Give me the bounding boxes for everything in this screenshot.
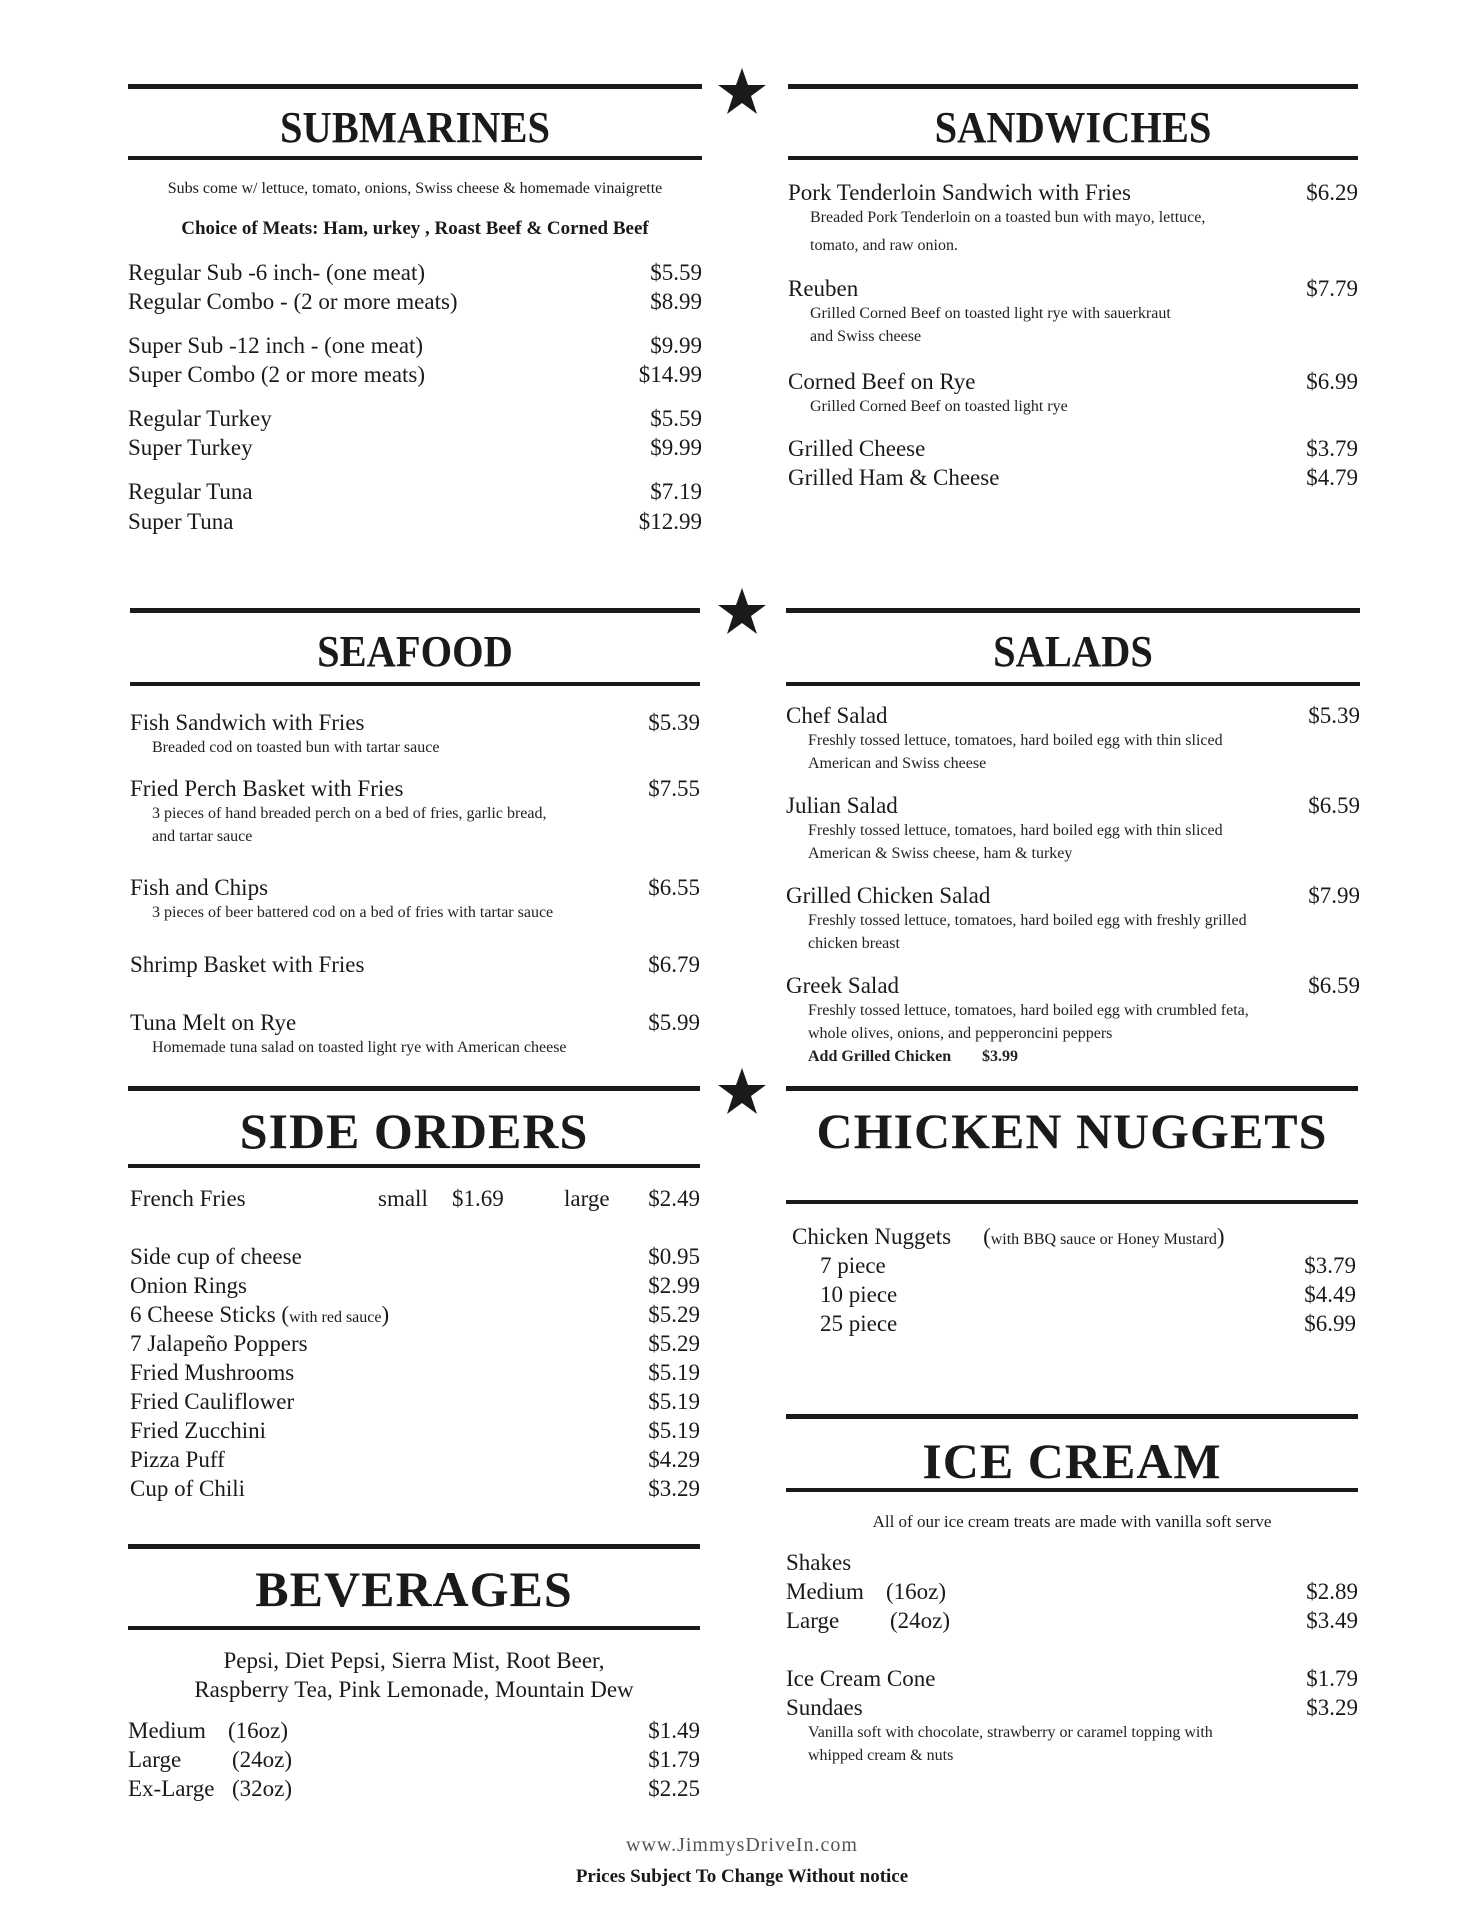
item-name-close: ) [381,1302,390,1327]
item-name: Ice Cream Cone [786,1666,936,1691]
item-note: with red sauce [289,1309,382,1326]
side-orders-section [128,1086,700,1516]
menu-item [786,703,1360,729]
item-name: Super Combo (2 or more meats) [128,362,426,387]
sauce-close: ) [1216,1224,1225,1249]
menu-item [128,333,702,359]
item-price: $2.99 [648,1273,700,1298]
item-price: $4.29 [648,1447,700,1472]
menu-item [130,952,700,978]
item-price: $3.29 [1306,1695,1358,1720]
item-name: Tuna Melt on Rye [130,1010,297,1035]
item-name: Grilled Cheese [788,436,926,461]
item-price: $6.59 [1308,973,1360,998]
item-price: $7.19 [650,479,702,504]
item-name-text: 6 Cheese Sticks ( [130,1302,290,1327]
item-name: Pizza Puff [130,1447,225,1472]
item-name: Fish Sandwich with Fries [130,710,365,735]
sauce-open: ( [983,1224,991,1249]
submarines-heading: SUBMARINES [280,103,550,152]
sandwiches-heading: SANDWICHES [934,103,1212,152]
menu-item [130,776,700,802]
sauce-note: with BBQ sauce or Honey Mustard [990,1231,1217,1248]
menu-item [788,369,1358,395]
menu-item [786,1608,1358,1638]
item-price: $6.99 [1306,369,1358,394]
star-icon [716,586,768,636]
item-price: $4.79 [1306,465,1358,490]
menu-item [786,883,1360,909]
item-price: $5.29 [648,1302,700,1327]
item-name: Pork Tenderloin Sandwich with Fries [788,180,1131,205]
item-price: $3.79 [1304,1253,1356,1278]
item-description: 3 pieces of hand breaded perch on a bed of fries, garlic bread, [152,805,547,822]
menu-item [130,1244,700,1270]
beverages-heading: BEVERAGES [255,1561,573,1617]
item-description: Grilled Corned Beef on toasted light rye with sauerkraut [810,305,1171,322]
item-description: Homemade tuna salad on toasted light rye with American cheese [152,1039,567,1056]
website-link[interactable]: www.JimmysDriveIn.com [626,1834,858,1856]
item-name: Regular Sub -6 inch- (one meat) [128,260,425,285]
item-name: Onion Rings [130,1273,247,1298]
item-price: $7.99 [1308,883,1360,908]
item-price: $12.99 [638,509,702,534]
item-price: $5.19 [648,1360,700,1385]
menu-item [130,875,700,901]
item-description: American and Swiss cheese [808,755,987,772]
item-name: Regular Turkey [128,406,272,431]
salads-section [786,608,1360,1068]
item-description: Freshly tossed lettuce, tomatoes, hard boiled egg with crumbled feta, [808,1002,1249,1019]
menu-item [128,362,702,388]
item-name: Chef Salad [786,703,888,728]
item-name: 7 piece [820,1253,886,1278]
menu-item [786,1579,1358,1609]
item-name: 25 piece [820,1311,898,1336]
item-price: $7.55 [648,776,700,801]
salads-heading: SALADS [993,627,1153,676]
item-description: tomato, and raw onion. [810,237,958,254]
addon-price: $3.99 [982,1048,1018,1065]
submarines-note: Subs come w/ lettuce, tomato, onions, Swiss cheese & homemade vinaigrette [167,180,663,197]
item-name: Fried Perch Basket with Fries [130,776,404,801]
item-price: $5.19 [648,1389,700,1414]
menu-item [788,465,1358,491]
item-description: American & Swiss cheese, ham & turkey [808,845,1073,862]
item-description: Freshly tossed lettuce, tomatoes, hard boiled egg with thin sliced [808,732,1223,749]
item-price: $4.49 [1304,1282,1356,1307]
item-price: $5.99 [648,1010,700,1035]
item-description: Breaded cod on toasted bun with tartar sauce [152,739,440,756]
size-oz: (24oz) [232,1747,293,1772]
item-price: $1.49 [648,1718,700,1743]
item-price: $5.39 [1308,703,1360,728]
item-name: Shrimp Basket with Fries [130,952,365,977]
size-oz: (24oz) [890,1608,951,1633]
submarines-meats: Choice of Meats: Ham, urkey , Roast Beef & Corned Beef [181,218,649,239]
ice-cream-section [786,1414,1358,1774]
menu-item [128,1718,700,1748]
small-label: small [378,1186,428,1211]
item-name: Side cup of cheese [130,1244,302,1269]
item-price: $1.79 [648,1747,700,1772]
item-price: $5.59 [650,260,702,285]
item-name [130,1302,389,1328]
item-name: Julian Salad [786,793,898,818]
item-name: Regular Tuna [128,479,253,504]
item-price: $5.29 [648,1331,700,1356]
menu-item [128,406,702,432]
menu-item [130,1389,700,1415]
beverages-list-line-1: Pepsi, Diet Pepsi, Sierra Mist, Root Beer, [223,1648,605,1673]
item-description: 3 pieces of beer battered cod on a bed of fries with tartar sauce [152,904,554,921]
item-description: Grilled Corned Beef on toasted light rye [810,398,1068,415]
item-price: $6.99 [1304,1311,1356,1336]
item-name: Corned Beef on Rye [788,369,976,394]
large-price: $2.49 [648,1186,700,1211]
menu-item [128,260,702,286]
menu-item [128,435,702,461]
item-description: chicken breast [808,935,900,952]
size-name: Medium [128,1718,206,1743]
menu-item [130,1331,700,1357]
item-description: whole olives, onions, and pepperoncini peppers [808,1025,1113,1042]
item-description: Vanilla soft with chocolate, strawberry or caramel topping with [808,1724,1213,1741]
menu-item [130,1273,700,1299]
menu-item [130,1360,700,1386]
price-disclaimer: Prices Subject To Change Without notice [575,1866,909,1887]
menu-item [130,710,700,736]
seafood-section [130,608,700,1062]
star-icon [716,1066,768,1116]
menu-item [786,793,1360,819]
item-price: $6.29 [1306,180,1358,205]
small-price: $1.69 [452,1186,504,1211]
item-price: $2.25 [648,1776,700,1801]
item-price: $3.79 [1306,436,1358,461]
item-price: $2.89 [1306,1579,1358,1604]
menu-item [128,479,702,505]
menu-item [820,1311,1356,1337]
menu-item [130,1476,700,1502]
size-oz: (16oz) [228,1718,289,1743]
star-icon [716,66,768,116]
item-price: $9.99 [650,333,702,358]
item-price: $3.29 [648,1476,700,1501]
item-name: 10 piece [820,1282,898,1307]
item-name: Regular Combo - (2 or more meats) [128,289,458,314]
item-name: Fried Cauliflower [130,1389,295,1414]
item-name: Grilled Chicken Salad [786,883,991,908]
item-price: $3.49 [1306,1608,1358,1633]
item-price: $5.39 [648,710,700,735]
item-name: Fish and Chips [130,875,269,900]
chicken-nuggets-heading: CHICKEN NUGGETS [816,1103,1328,1159]
nuggets-label-row [792,1224,1225,1250]
menu-item [128,1747,700,1777]
shakes-label: Shakes [786,1550,852,1575]
item-name: Fried Mushrooms [130,1360,295,1385]
menu-item [128,289,702,315]
item-name: Cup of Chili [130,1476,246,1501]
menu-item [128,1776,700,1806]
item-description: Breaded Pork Tenderloin on a toasted bun with mayo, lettuce, [810,209,1206,226]
beverages-list-line-2: Raspberry Tea, Pink Lemonade, Mountain Dew [194,1677,634,1702]
item-price: $1.79 [1306,1666,1358,1691]
size-oz: (16oz) [886,1579,947,1604]
item-price: $7.79 [1306,276,1358,301]
item-price: $6.79 [648,952,700,977]
addon-label: Add Grilled Chicken [808,1048,952,1065]
beverages-section [128,1544,700,1801]
submarines-section [128,84,702,544]
side-orders-heading: SIDE ORDERS [239,1103,589,1159]
menu-item [130,1447,700,1473]
menu-item [820,1282,1356,1308]
item-description: Freshly tossed lettuce, tomatoes, hard boiled egg with freshly grilled [808,912,1247,929]
item-price: $6.55 [648,875,700,900]
size-oz: (32oz) [232,1776,293,1801]
nuggets-label: Chicken Nuggets [792,1224,952,1249]
item-name: Super Turkey [128,435,253,460]
item-name: Grilled Ham & Cheese [788,465,1000,490]
item-name: French Fries [130,1186,246,1211]
item-price: $0.95 [648,1244,700,1269]
item-price: $8.99 [650,289,702,314]
size-name: Large [128,1747,182,1772]
ice-cream-heading: ICE CREAM [922,1433,1222,1489]
item-price: $5.19 [648,1418,700,1443]
item-name: Super Tuna [128,509,234,534]
size-name: Medium [786,1579,864,1604]
seafood-heading: SEAFOOD [317,627,513,676]
ice-cream-note: All of our ice cream treats are made with vanilla soft serve [872,1512,1272,1531]
menu-item [130,1010,700,1036]
item-name: Sundaes [786,1695,863,1720]
menu-item [130,1418,700,1444]
item-price: $9.99 [650,435,702,460]
size-name: Ex-Large [128,1776,215,1801]
french-fries-row [128,1186,700,1216]
item-description: whipped cream & nuts [808,1747,954,1764]
menu-item [788,180,1358,206]
item-description: and Swiss cheese [810,328,922,345]
menu-item [788,436,1358,462]
item-name: Reuben [788,276,859,301]
chicken-nuggets-section [786,1086,1358,1346]
sandwiches-section [788,84,1358,504]
item-name: Super Sub -12 inch - (one meat) [128,333,424,358]
item-price: $5.59 [650,406,702,431]
size-name: Large [786,1608,840,1633]
menu-item [820,1253,1356,1279]
item-name: Greek Salad [786,973,900,998]
item-description: Freshly tossed lettuce, tomatoes, hard boiled egg with thin sliced [808,822,1223,839]
menu-item [786,1695,1358,1721]
item-name: Fried Zucchini [130,1418,267,1443]
menu-item [130,1302,700,1328]
item-price: $6.59 [1308,793,1360,818]
menu-item [786,1666,1358,1692]
item-description: and tartar sauce [152,828,253,845]
item-price: $14.99 [638,362,702,387]
item-name: 7 Jalapeño Poppers [130,1331,308,1356]
large-label: large [564,1186,610,1211]
menu-item [786,973,1360,999]
menu-item [788,276,1358,302]
menu-item [128,509,702,535]
